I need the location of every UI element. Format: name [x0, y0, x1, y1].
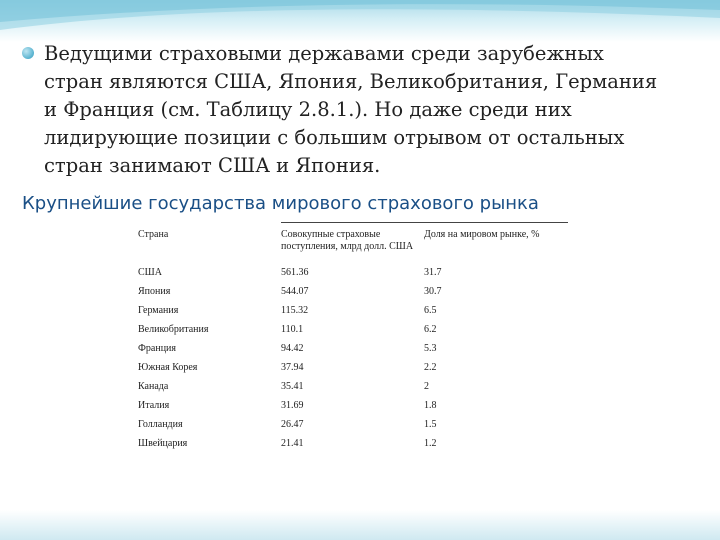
cell-share: 1.2 [424, 437, 437, 449]
footer-decoration [0, 510, 720, 540]
cell-share: 31.7 [424, 266, 442, 278]
cell-country: Франция [138, 342, 176, 354]
cell-premiums: 94.42 [281, 342, 304, 354]
table-body [138, 263, 568, 453]
cell-share: 2.2 [424, 361, 437, 373]
table-header-row [138, 223, 568, 264]
bullet-text: Ведущими страховыми державами среди зарубежных стран являются США, Япония, Великобритания, Германия и Франция (см. Таблицу 2.8.1.). Но даже среди них лидирующие позиции с большим отрывом от остальных стран занимают США и Япония. [44, 42, 658, 177]
cell-country: Канада [138, 380, 169, 392]
cell-country: США [138, 266, 162, 278]
cell-country: Голландия [138, 418, 183, 430]
cell-premiums: 31.69 [281, 399, 304, 411]
cell-premiums: 110.1 [281, 323, 304, 335]
header-premiums: Совокупные страховые поступления, млрд долл. США [281, 223, 424, 264]
bullet-icon [22, 47, 34, 59]
insurance-market-table [138, 222, 568, 453]
table-row [138, 415, 568, 434]
cell-country: Япония [138, 285, 171, 297]
cell-premiums: 35.41 [281, 380, 304, 392]
table-row [138, 377, 568, 396]
cell-share: 1.5 [424, 418, 437, 430]
table-row [138, 301, 568, 320]
cell-share: 2 [424, 380, 429, 392]
cell-premiums: 561.36 [281, 266, 309, 278]
table-row [138, 282, 568, 301]
cell-country: Италия [138, 399, 170, 411]
table-row [138, 434, 568, 453]
table-row [138, 263, 568, 282]
cell-share: 6.5 [424, 304, 437, 316]
cell-premiums: 544.07 [281, 285, 309, 297]
table-title: Крупнейшие государства мирового страхового рынка [22, 193, 539, 214]
cell-premiums: 26.47 [281, 418, 304, 430]
cell-country: Южная Корея [138, 361, 198, 373]
cell-premiums: 115.32 [281, 304, 309, 316]
cell-premiums: 21.41 [281, 437, 304, 449]
cell-country: Швейцария [138, 437, 188, 449]
cell-share: 6.2 [424, 323, 437, 335]
header-swoosh [0, 0, 720, 44]
table-row [138, 358, 568, 377]
bullet-paragraph [22, 40, 662, 180]
header-share: Доля на мировом рынке, % [424, 223, 568, 264]
cell-share: 5.3 [424, 342, 437, 354]
table-row [138, 320, 568, 339]
cell-share: 1.8 [424, 399, 437, 411]
cell-share: 30.7 [424, 285, 442, 297]
header-country: Страна [138, 228, 169, 240]
cell-premiums: 37.94 [281, 361, 304, 373]
table-row [138, 339, 568, 358]
table-row [138, 396, 568, 415]
cell-country: Великобритания [138, 323, 209, 335]
cell-country: Германия [138, 304, 179, 316]
